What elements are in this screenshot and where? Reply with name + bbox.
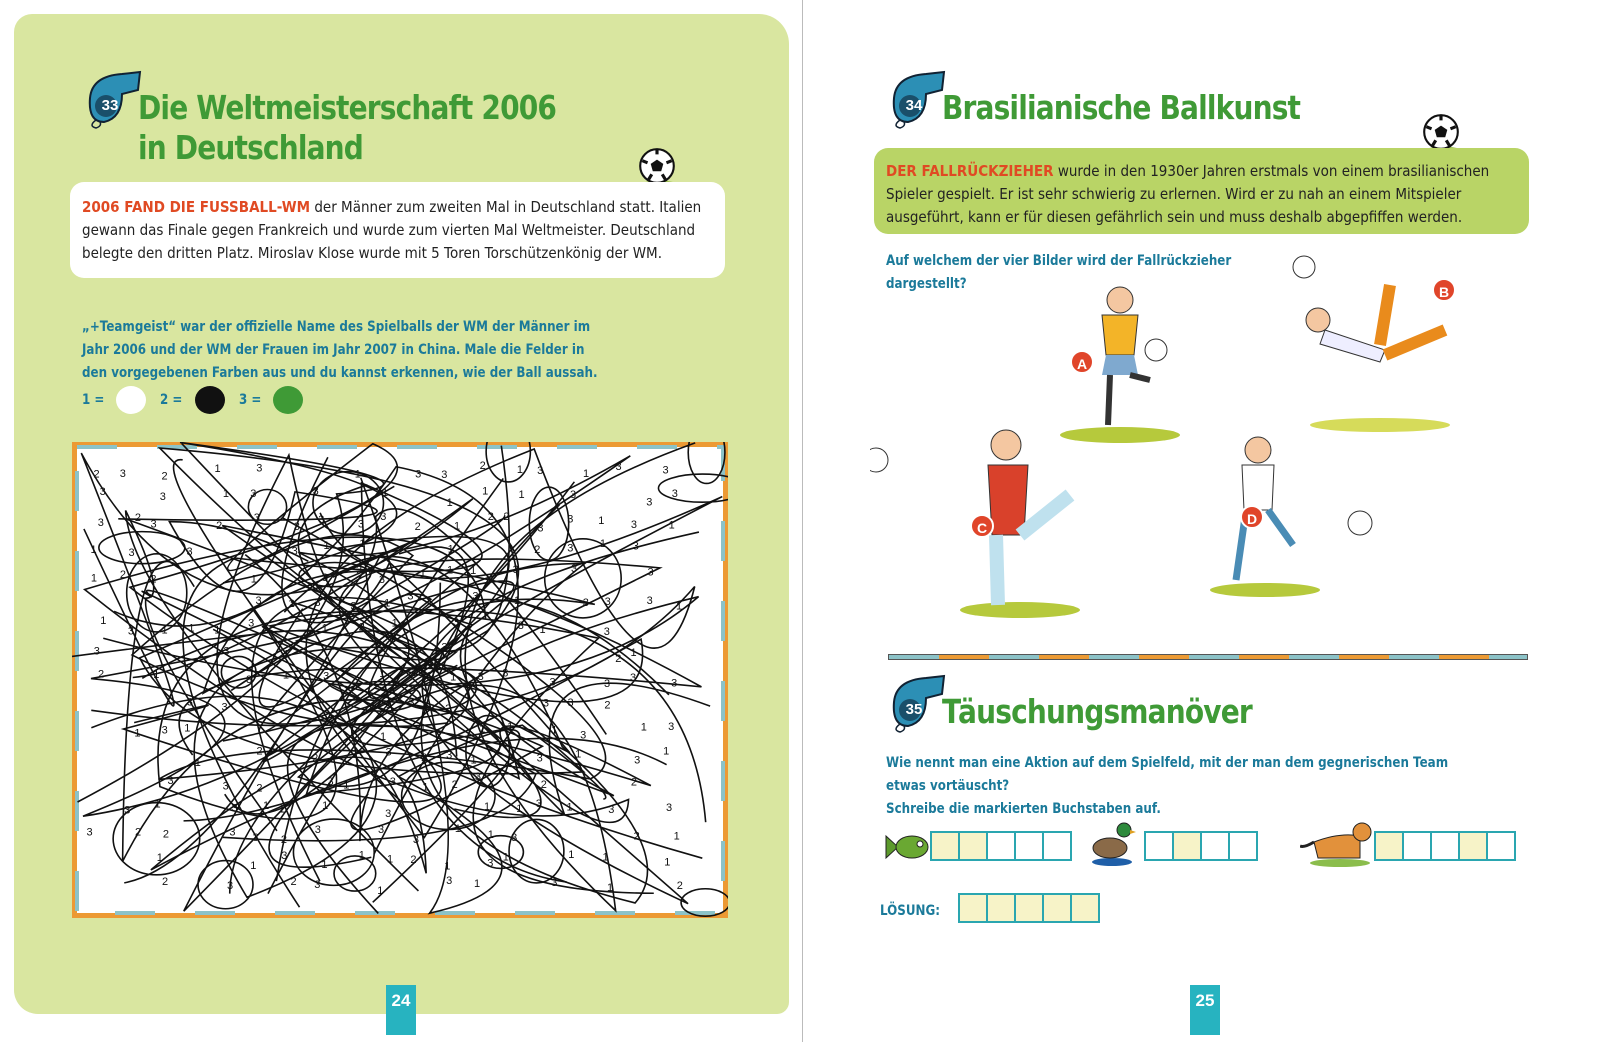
- field-number: 3: [256, 462, 263, 475]
- task-line-1: Wie nennt man eine Aktion auf dem Spielfeld, mit der man dem gegnerischen Team etwas vortäuscht?: [886, 755, 1449, 794]
- field-number: 3: [99, 486, 106, 499]
- task-line-2: Schreibe die markierten Buchstaben auf.: [886, 801, 1161, 817]
- field-number: 1: [640, 721, 647, 734]
- task-text: [886, 752, 1481, 821]
- field-number: 2: [256, 782, 263, 795]
- field-number: 3: [446, 875, 453, 888]
- green-swatch: [273, 386, 303, 414]
- field-number: 3: [86, 826, 93, 839]
- field-number: 1: [675, 600, 683, 613]
- key-label-1: 1 =: [82, 391, 105, 408]
- field-number: 3: [671, 487, 678, 500]
- field-number: 1: [566, 801, 573, 814]
- field-number: 1: [184, 722, 191, 735]
- field-number: 1: [321, 858, 328, 871]
- field-number: 3: [119, 467, 126, 480]
- field-number: 1: [663, 745, 670, 758]
- intro-text: [886, 160, 1507, 229]
- field-number: 1: [90, 544, 97, 557]
- field-number: 1: [134, 727, 141, 740]
- field-number: 3: [415, 468, 422, 481]
- solution-cells[interactable]: [960, 893, 1100, 923]
- field-number: 1: [387, 853, 394, 866]
- field-number: 1: [343, 779, 350, 792]
- field-number: 1: [379, 730, 387, 743]
- field-number: 2: [216, 519, 223, 532]
- field-number: 2: [630, 776, 637, 789]
- field-number: 3: [441, 469, 448, 482]
- word-cells-duck[interactable]: [1146, 831, 1258, 861]
- field-number: 3: [549, 676, 556, 689]
- field-number: 2: [162, 828, 170, 841]
- solution-cell[interactable]: [958, 893, 988, 923]
- field-number: 3: [446, 749, 453, 762]
- field-number: 3: [502, 667, 509, 680]
- field-number: 3: [567, 513, 574, 526]
- field-number: 1: [444, 860, 451, 873]
- field-number: 3: [477, 671, 484, 684]
- solution-label: LÖSUNG:: [880, 903, 941, 919]
- field-number: 1: [668, 519, 675, 532]
- field-number: 3: [603, 625, 610, 638]
- word-cells-fish[interactable]: [932, 831, 1072, 861]
- field-number: 1: [379, 667, 386, 680]
- field-number: 3: [632, 540, 639, 553]
- field-number: 1: [602, 851, 609, 864]
- field-number: 1: [482, 485, 489, 498]
- field-number: 3: [441, 641, 448, 654]
- page-divider: [802, 0, 803, 1042]
- field-number: 1: [598, 515, 605, 528]
- field-number: 3: [281, 850, 288, 862]
- field-number: 3: [186, 696, 193, 709]
- field-number: 3: [512, 563, 519, 576]
- field-number: 1: [90, 572, 98, 585]
- field-number: 1: [575, 748, 582, 761]
- field-number: 2: [290, 876, 297, 889]
- field-number: 3: [222, 780, 229, 793]
- field-number: 1: [250, 573, 257, 586]
- fish-icon: [884, 832, 930, 862]
- field-number: 3: [350, 600, 357, 613]
- field-number: 3: [582, 596, 589, 609]
- field-number: 3: [472, 590, 479, 603]
- field-number: 3: [159, 490, 166, 503]
- field-number: 3: [229, 826, 236, 839]
- field-number: 1: [358, 849, 365, 862]
- page-title: [138, 88, 563, 168]
- field-number: 1: [214, 624, 221, 637]
- section-title: Brasilianische Ballkunst: [942, 88, 1301, 127]
- field-number: 3: [571, 563, 578, 576]
- intro-body: wurde in den 1930er Jahren erstmals von einem brasilianischen Spieler gespielt. Er ist sehr schwierig zu erlernen. Wird er zu nah an einem Mitspieler ausgeführt, kann er für diesen gefährlich sein und muss deshalb abgepfiffen werden.: [886, 162, 1490, 226]
- field-number: 1: [507, 720, 514, 733]
- field-number: 3: [186, 546, 193, 559]
- solution-cell[interactable]: [1042, 893, 1072, 923]
- solution-cell[interactable]: [1070, 893, 1100, 923]
- field-number: 3: [647, 566, 654, 579]
- field-number: 3: [248, 617, 255, 630]
- field-number: 1: [450, 671, 457, 684]
- field-number: 3: [668, 720, 675, 733]
- field-number: 3: [327, 775, 334, 788]
- field-number: 1: [321, 622, 328, 635]
- field-number: 1: [447, 564, 454, 577]
- field-number: 2: [604, 699, 611, 712]
- white-swatch: [116, 386, 146, 414]
- field-number: 3: [665, 801, 673, 814]
- intro-text: [82, 196, 703, 265]
- field-number: 3: [537, 522, 544, 535]
- field-number: 1: [222, 487, 230, 500]
- field-number: 3: [389, 775, 396, 788]
- field-number: 3: [412, 834, 420, 847]
- field-number: 3: [537, 464, 544, 477]
- letter-cell[interactable]: [958, 831, 988, 861]
- field-number: 2: [534, 543, 541, 556]
- field-number: 3: [452, 616, 459, 629]
- field-number: 1: [454, 823, 461, 836]
- field-number: 3: [378, 573, 386, 586]
- field-number: 3: [630, 519, 637, 532]
- field-number: 3: [357, 518, 364, 531]
- field-number: 3: [161, 724, 168, 737]
- field-number: 2: [445, 702, 452, 715]
- letter-cell[interactable]: [1486, 831, 1516, 861]
- field-number: 3: [226, 879, 234, 892]
- word-cells-tiger[interactable]: [1376, 831, 1516, 861]
- field-number: 2: [280, 834, 288, 847]
- field-number: 1: [516, 464, 523, 477]
- letter-cell[interactable]: [930, 831, 960, 861]
- field-number: 3: [634, 754, 641, 767]
- field-number: 3: [355, 564, 363, 577]
- field-number: 2: [676, 879, 683, 892]
- field-number: 1: [664, 856, 671, 869]
- tiger-icon: [1300, 818, 1374, 868]
- field-number: 1: [161, 624, 168, 637]
- field-number: 3: [662, 464, 669, 477]
- player-d: [1210, 437, 1372, 597]
- intro-body: der Männer zum zweiten Mal in Deutschland statt. Italien gewann das Finale gegen Frankreich und wurde zum vierten Mal Weltmeister. Deutschland belegte den dritten Platz. Miroslav Klose wurde mit 5 Toren Torschützenkönig der WM.: [82, 198, 702, 262]
- section-title: Täuschungsmanöver: [942, 692, 1252, 731]
- field-number: 2: [256, 745, 263, 758]
- field-number: 3: [252, 831, 259, 844]
- field-number: 3: [511, 832, 518, 845]
- field-number: 1: [156, 852, 163, 865]
- field-number: 1: [422, 781, 429, 794]
- field-number: 3: [93, 645, 100, 658]
- letter-cell[interactable]: [1042, 831, 1072, 861]
- letter-cell[interactable]: [1458, 831, 1488, 861]
- field-number: 3: [250, 487, 257, 500]
- letter-cell[interactable]: [1228, 831, 1258, 861]
- intro-highlight: 2006 FAND DIE FUSSBALL-WM: [82, 198, 311, 216]
- title-line-1: Die Weltmeisterschaft 2006: [138, 88, 557, 127]
- field-number: 1: [479, 723, 486, 736]
- page-number: 24: [386, 985, 416, 1035]
- solution-cell[interactable]: [986, 893, 1016, 923]
- field-number: 3: [646, 496, 653, 509]
- letter-cell[interactable]: [1172, 831, 1202, 861]
- field-number: 1: [359, 538, 366, 551]
- field-number: 1: [283, 648, 290, 661]
- field-number: 1: [354, 468, 361, 481]
- black-swatch: [195, 386, 225, 414]
- field-number: 1: [473, 878, 481, 891]
- field-number: 3: [223, 645, 230, 658]
- field-number: 3: [314, 824, 321, 837]
- field-number: 3: [535, 798, 542, 811]
- field-number: 2: [162, 875, 169, 888]
- field-number: 1: [384, 597, 391, 610]
- field-number: 3: [671, 677, 678, 690]
- field-number: 1: [539, 624, 546, 637]
- field-number: 1: [487, 829, 494, 842]
- field-number: 1: [518, 489, 525, 502]
- field-number: 3: [150, 518, 157, 531]
- field-number: 1: [322, 800, 329, 813]
- field-number: 3: [408, 697, 415, 710]
- question-text: Auf welchem der vier Bilder wird der Fallrückzieher dargestellt?: [886, 253, 1232, 292]
- field-number: 3: [318, 513, 325, 526]
- field-number: 2: [410, 854, 417, 867]
- letter-cell[interactable]: [1374, 831, 1404, 861]
- field-number: 3: [536, 752, 543, 765]
- field-number: 3: [291, 545, 298, 558]
- field-number: 1: [391, 617, 398, 630]
- field-number: 3: [231, 802, 238, 815]
- field-number: 3: [167, 774, 174, 787]
- field-number: 1: [250, 859, 257, 872]
- field-number: 1: [502, 851, 509, 864]
- field-number: 1: [470, 565, 477, 578]
- field-number: 3: [97, 517, 104, 530]
- field-number: 2: [161, 470, 168, 483]
- field-number: 3: [551, 876, 558, 889]
- field-number: 2: [358, 621, 365, 634]
- exercise-number: 34: [905, 97, 923, 114]
- field-number: 2: [97, 668, 105, 681]
- field-number: 3: [124, 804, 131, 817]
- field-number: 2: [93, 468, 100, 481]
- field-number: 1: [419, 722, 427, 735]
- key-label-3: 3 =: [238, 391, 262, 408]
- field-number: 2: [119, 568, 127, 581]
- field-number: 1: [263, 799, 270, 812]
- label-b: B: [1432, 278, 1456, 302]
- field-number: 3: [517, 620, 524, 633]
- field-number: 1: [282, 669, 289, 682]
- field-number: 3: [630, 672, 637, 685]
- field-number: 2: [375, 641, 382, 654]
- field-number: 3: [127, 625, 134, 638]
- field-number: 3: [646, 594, 653, 607]
- field-number: 3: [321, 571, 329, 584]
- field-number: 1: [153, 669, 160, 682]
- label-d: D: [1240, 505, 1264, 529]
- field-number: 1: [516, 802, 523, 815]
- color-by-number-puzzle[interactable]: [72, 442, 728, 918]
- task-text: „+Teamgeist“ war der offizielle Name des Spielballs der WM der Männer im Jahr 2006 und der WM der Frauen im Jahr 2007 in China. Male die Felder in den vorgegebenen Farben aus und du kannst erkennen, wie der Ball aussah.: [82, 319, 598, 381]
- field-number: 3: [474, 771, 481, 784]
- field-number: 3: [314, 878, 321, 891]
- field-number: 3: [380, 511, 387, 524]
- field-number: 1: [513, 594, 521, 607]
- exercise-number: 33: [101, 97, 119, 114]
- field-number: 1: [100, 615, 107, 628]
- players-illustration: [870, 255, 1530, 645]
- exercise-number: 35: [905, 701, 923, 718]
- label-c: C: [970, 514, 994, 538]
- field-number: 2: [487, 511, 494, 524]
- key-label-2: 2 =: [160, 391, 183, 408]
- field-number: 3: [603, 678, 611, 691]
- field-number: 1: [323, 540, 330, 553]
- field-number: 1: [630, 646, 637, 659]
- field-number: 3: [487, 857, 494, 870]
- field-number: 3: [128, 547, 135, 560]
- field-number: 2: [633, 830, 640, 843]
- field-number: 2: [479, 460, 486, 473]
- letter-cell[interactable]: [1014, 831, 1044, 861]
- field-number: 1: [214, 463, 221, 476]
- letter-cell[interactable]: [1200, 831, 1230, 861]
- field-number: 1: [446, 496, 453, 509]
- field-number: 1: [410, 667, 417, 680]
- field-number: 1: [606, 881, 614, 894]
- field-number: 1: [194, 756, 201, 769]
- field-number: 3: [615, 461, 622, 474]
- field-number: 3: [323, 670, 330, 683]
- letter-cell[interactable]: [1144, 831, 1174, 861]
- field-number: 1: [188, 622, 195, 635]
- field-number: 2: [288, 598, 295, 611]
- field-number: 3: [255, 595, 262, 608]
- field-number: 1: [568, 849, 575, 862]
- field-number: 2: [150, 573, 157, 586]
- field-number: 2: [540, 778, 547, 791]
- field-number: 2: [134, 512, 142, 525]
- field-number: 3: [314, 596, 321, 609]
- field-number: 1: [673, 830, 680, 843]
- letter-cell[interactable]: [1430, 831, 1460, 861]
- label-a: A: [1070, 350, 1094, 374]
- field-number: 2: [615, 652, 622, 665]
- field-number: 2: [414, 520, 421, 533]
- field-number: 3: [567, 697, 574, 710]
- field-number: 1: [454, 520, 461, 533]
- title-line-2: in Deutschland: [138, 128, 364, 167]
- field-number: 1: [582, 467, 590, 480]
- field-number: 2: [312, 752, 319, 765]
- field-number: 3: [378, 823, 385, 836]
- section-divider: [888, 654, 1528, 660]
- field-number: 1: [377, 885, 384, 898]
- field-number: 3: [385, 808, 392, 821]
- field-number: 1: [154, 798, 161, 811]
- field-number: 3: [385, 746, 392, 759]
- field-number: 3: [604, 595, 611, 608]
- field-number: 2: [451, 778, 458, 791]
- solution-cell[interactable]: [1014, 893, 1044, 923]
- page-number: 25: [1190, 985, 1220, 1035]
- color-key: [82, 386, 303, 414]
- field-number: 2: [503, 511, 510, 524]
- field-number: 1: [381, 487, 389, 500]
- field-number: 1: [447, 543, 454, 556]
- field-number: 3: [567, 542, 574, 555]
- field-number: 3: [221, 701, 228, 714]
- field-number: 1: [484, 801, 491, 814]
- field-number: 2: [135, 826, 142, 839]
- field-number: 2: [421, 752, 428, 765]
- field-number: 3: [608, 803, 615, 816]
- field-number: 1: [419, 567, 426, 580]
- field-number: 3: [580, 729, 587, 742]
- letter-cell[interactable]: [1402, 831, 1432, 861]
- field-number: 3: [293, 520, 300, 533]
- field-number: 3: [542, 697, 549, 710]
- field-number: 3: [407, 590, 414, 603]
- field-number: 1: [278, 803, 285, 816]
- field-number: 1: [599, 537, 607, 550]
- intro-highlight: DER FALLRÜCKZIEHER: [886, 162, 1054, 180]
- field-number: 1: [385, 699, 393, 712]
- field-number: 1: [551, 724, 558, 737]
- duck-icon: [1090, 818, 1136, 866]
- field-number: 3: [570, 489, 577, 502]
- field-number: 3: [312, 485, 319, 498]
- field-number: 3: [246, 673, 253, 686]
- letter-cell[interactable]: [986, 831, 1016, 861]
- player-b: [1293, 256, 1450, 432]
- field-number: 3: [253, 511, 260, 524]
- field-number: 1: [470, 754, 477, 767]
